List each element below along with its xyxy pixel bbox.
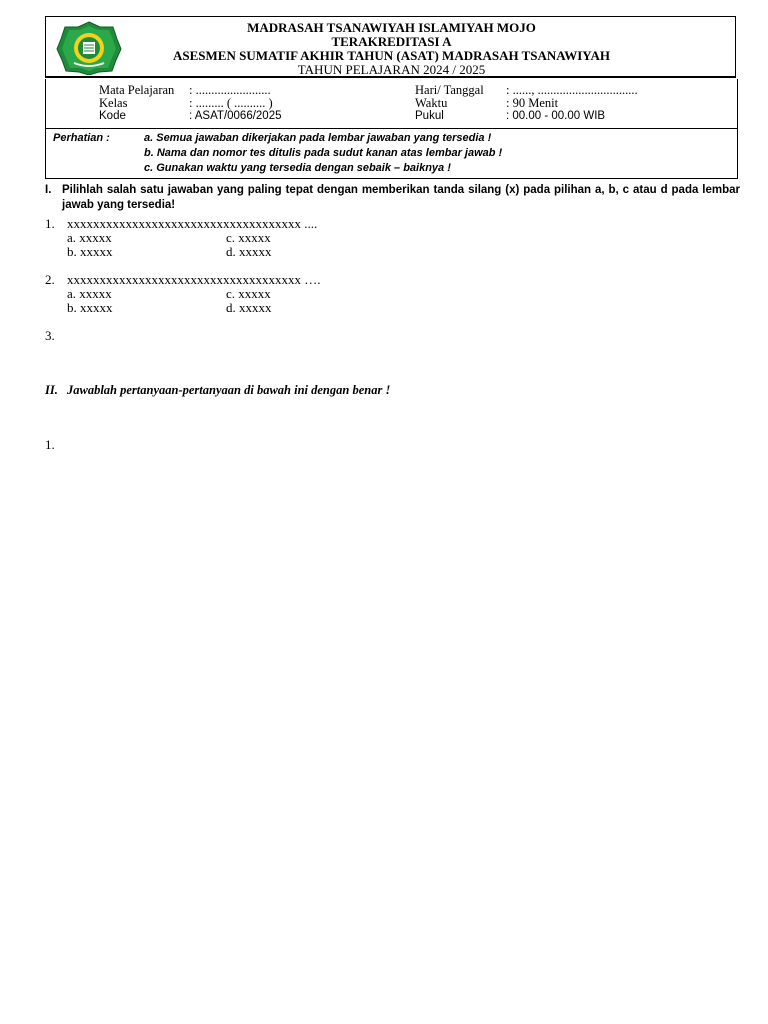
notice-box [45, 128, 738, 179]
notice-item: c. Gunakan waktu yang tersedia dengan sebaik – baiknya ! [144, 162, 451, 174]
exam-header [45, 16, 736, 78]
date-value: : ......, ................................ [506, 83, 638, 97]
code-label: Kode [99, 110, 126, 122]
exam-info-box [45, 79, 738, 128]
subject-value: : ........................ [189, 83, 271, 97]
question-number: 2. [45, 272, 55, 287]
duration-value: : 90 Menit [506, 96, 559, 110]
section-number: II. [45, 383, 58, 397]
answer-option-c: c. xxxxx [226, 286, 271, 301]
section-number: I. [45, 184, 52, 196]
time-label: Pukul [415, 110, 444, 122]
subject-label: Mata Pelajaran [99, 83, 175, 97]
essay-question-number: 1. [45, 437, 55, 452]
code-value: : ASAT/0066/2025 [189, 110, 282, 122]
question-number: 3. [45, 328, 55, 343]
time-value: : 00.00 - 00.00 WIB [506, 110, 606, 122]
answer-option-a: a. xxxxx [67, 230, 112, 245]
date-label: Hari/ Tanggal [415, 83, 484, 97]
question-text: xxxxxxxxxxxxxxxxxxxxxxxxxxxxxxxxxxxx …. [67, 272, 321, 287]
notice-item: b. Nama dan nomor tes ditulis pada sudut kanan atas lembar jawab ! [144, 147, 503, 159]
exam-title: ASESMEN SUMATIF AKHIR TAHUN (ASAT) MADRASAH TSANAWIYAH [172, 48, 610, 63]
answer-option-a: a. xxxxx [67, 286, 112, 301]
school-name: MADRASAH TSANAWIYAH ISLAMIYAH MOJO [247, 20, 536, 35]
academic-year: TAHUN PELAJARAN 2024 / 2025 [297, 62, 486, 77]
notice-label: Perhatian : [53, 132, 110, 144]
answer-option-b: b. xxxxx [67, 300, 113, 315]
question-text: xxxxxxxxxxxxxxxxxxxxxxxxxxxxxxxxxxxx .... [67, 216, 318, 231]
class-value: : ......... ( .......... ) [189, 96, 273, 110]
section-instruction-text: Pilihlah salah satu jawaban yang paling tepat dengan memberikan tanda silang (x) pada pilihan a, b, c atau d pada lembar jawab yang tersedia! [62, 184, 740, 211]
answer-option-b: b. xxxxx [67, 244, 113, 259]
section-instruction-text: Jawablah pertanyaan-pertanyaan di bawah ini dengan benar ! [67, 383, 391, 397]
duration-label: Waktu [415, 96, 448, 110]
question-number: 1. [45, 216, 55, 231]
notice-item: a. Semua jawaban dikerjakan pada lembar jawaban yang tersedia ! [144, 132, 492, 144]
answer-option-d: d. xxxxx [226, 300, 272, 315]
answer-option-d: d. xxxxx [226, 244, 272, 259]
class-label: Kelas [99, 96, 128, 110]
answer-option-c: c. xxxxx [226, 230, 271, 245]
accreditation-status: TERAKREDITASI A [331, 34, 452, 49]
